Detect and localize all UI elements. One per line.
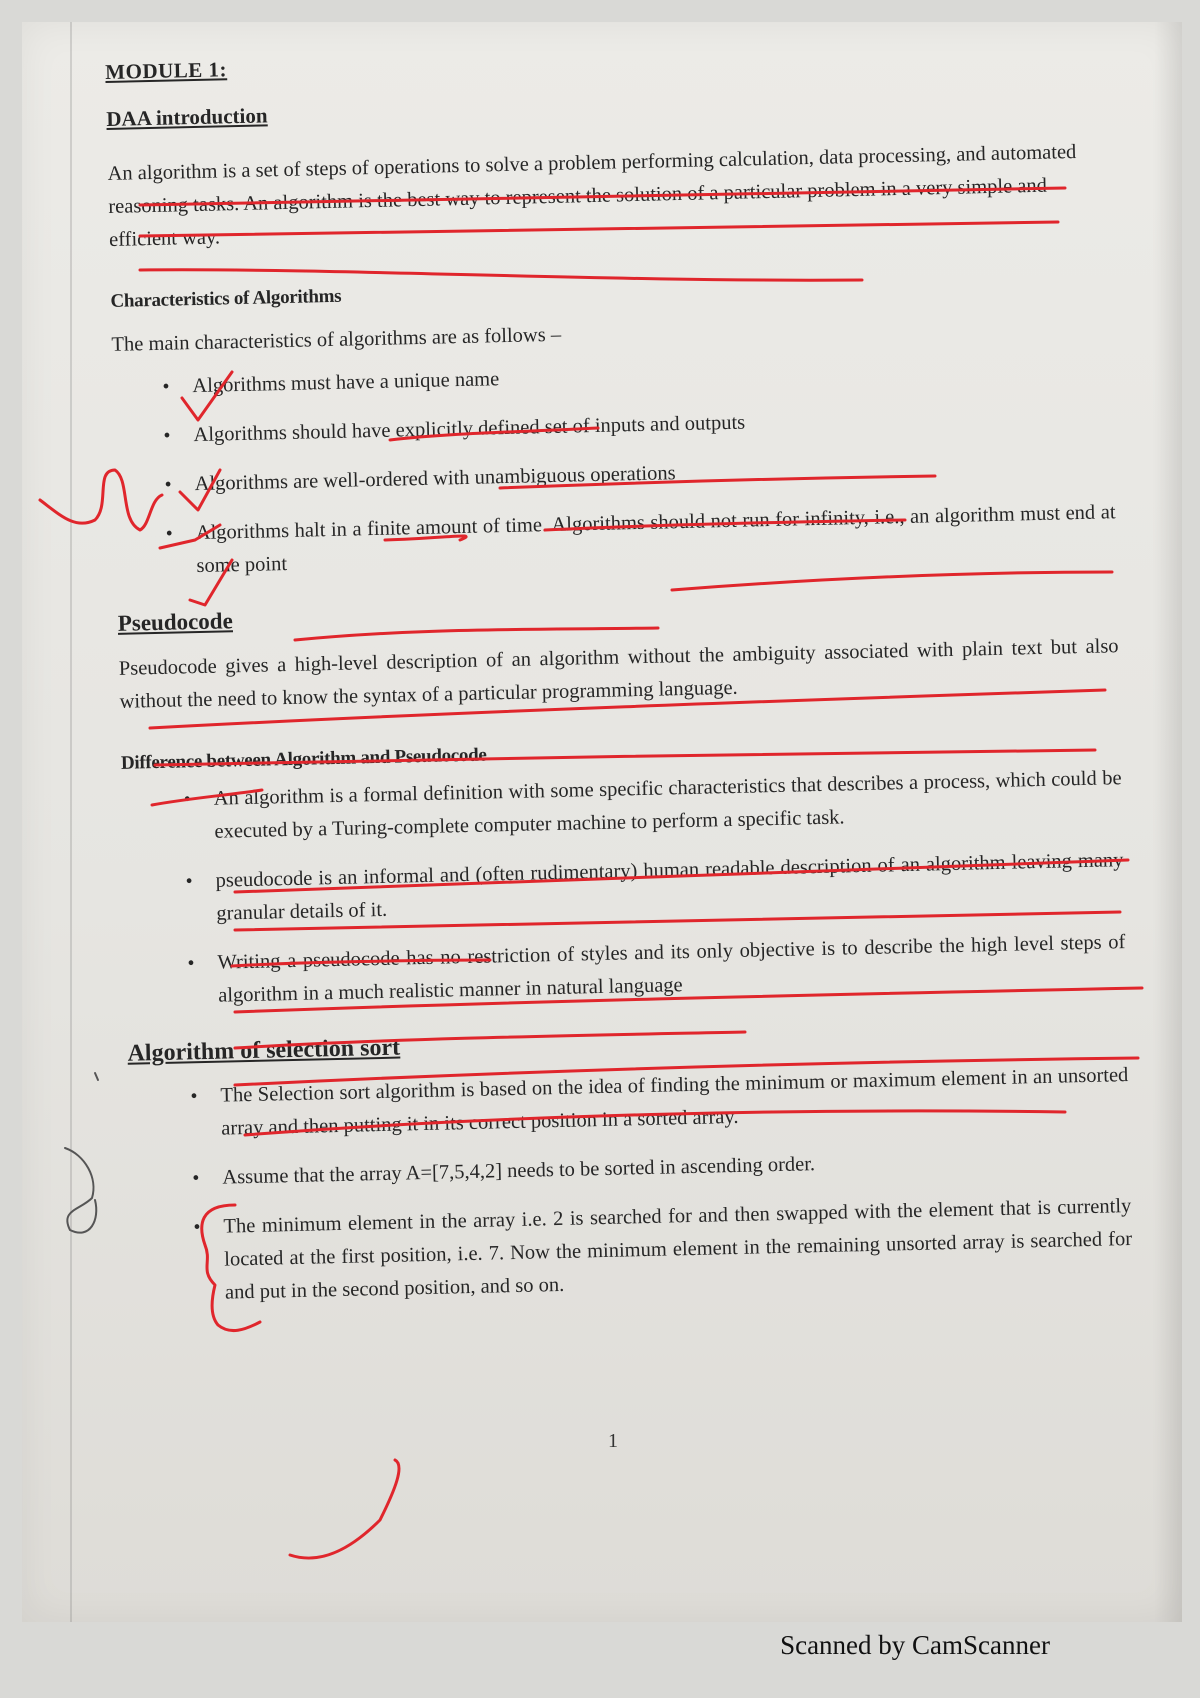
characteristics-lead: The main characteristics of algorithms are as follows – bbox=[111, 323, 562, 356]
document-content bbox=[105, 37, 1134, 1337]
difference-heading: Difference between Algorithm and Pseudocode bbox=[120, 744, 487, 774]
intro-heading: DAA introduction bbox=[106, 103, 268, 131]
scanner-watermark: Scanned by CamScanner bbox=[780, 1630, 1050, 1660]
list-item: • pseudocode is an informal and (often rudimentary) human readable description of an algorithm leaving many granular details of it. bbox=[215, 844, 1124, 931]
page-number: 1 bbox=[608, 1430, 618, 1452]
list-item: • Algorithms must have a unique name bbox=[192, 349, 1113, 403]
list-item: • Algorithms are well-ordered with unambiguous operations bbox=[194, 447, 1115, 501]
list-item: • The minimum element in the array i.e. 2 is searched for and then swapped with the element that is currently located at the first position, i.e. 7. Now the minimum element in the remaining unsorted array is searched for and put in the second position, and so on. bbox=[223, 1190, 1133, 1310]
list-item: • Assume that the array A=[7,5,4,2] needs to be sorted in ascending order. bbox=[222, 1141, 1131, 1195]
paper-edge-shadow bbox=[1154, 22, 1182, 1622]
difference-list bbox=[121, 762, 1126, 1015]
list-item: • Algorithms halt in a finite amount of time. Algorithms should not run for infinity, i.e., an algorithm must end at some point bbox=[195, 496, 1116, 583]
list-item: • Writing a pseudocode has no restriction of styles and its only objective is to describe the high level steps of algorithm in a much realistic manner in natural language bbox=[217, 926, 1126, 1013]
characteristics-heading: Characteristics of Algorithms bbox=[110, 285, 342, 312]
selection-sort-list bbox=[128, 1059, 1133, 1312]
module-title: MODULE 1: bbox=[105, 57, 228, 84]
selection-sort-heading: Algorithm of selection sort bbox=[127, 1034, 401, 1067]
intro-paragraph: An algorithm is a set of steps of operations to solve a problem performing calculation, data processing, and automated reasoning tasks. An algorithm is the best way to represent the solution of a particular problem in a very simple and efficient way. bbox=[107, 140, 1077, 251]
list-item: • An algorithm is a formal definition with some specific characteristics that describes a process, which could be executed by a Turing-complete computer machine to perform a specific task. bbox=[213, 762, 1122, 849]
pseudocode-paragraph: Pseudocode gives a high-level description of an algorithm without the ambiguity associated with plain text but also without the need to know the syntax of a particular programming language. bbox=[118, 635, 1119, 713]
list-item: • The Selection sort algorithm is based on the idea of finding the minimum or maximum element in an unsorted array and then putting it in its correct position in a sorted array. bbox=[220, 1059, 1129, 1146]
margin-line bbox=[70, 22, 72, 1622]
list-item: • Algorithms should have explicitly defined set of inputs and outputs bbox=[193, 398, 1114, 452]
characteristics-list bbox=[112, 349, 1117, 585]
pseudocode-heading: Pseudocode bbox=[117, 608, 234, 636]
